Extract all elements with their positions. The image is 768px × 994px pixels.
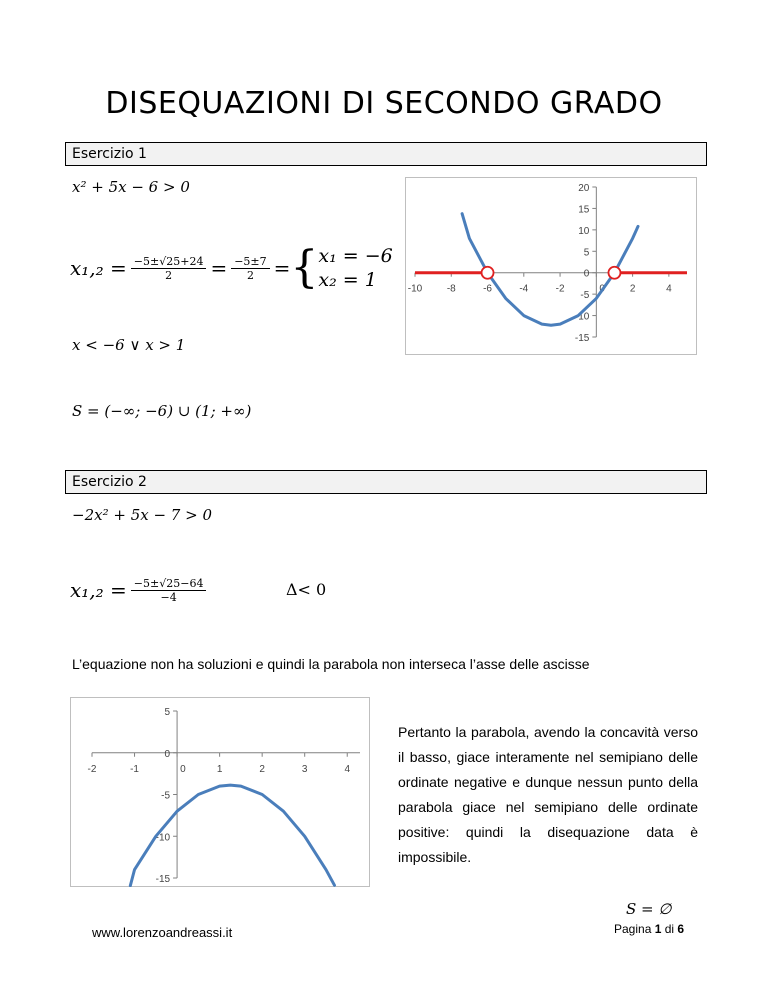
x-tick-label: 4: [666, 283, 672, 295]
roots-system: [318, 244, 392, 292]
exercise-2-solution-set: S = ∅: [626, 900, 672, 918]
fraction-denominator: −4: [160, 590, 177, 604]
chart-frame: [406, 178, 697, 355]
y-tick-label: 15: [578, 204, 590, 216]
y-tick-label: 5: [583, 247, 590, 259]
equals-sign: =: [210, 256, 228, 280]
exercise-1-solution-condition: x < −6 ∨ x > 1: [72, 336, 186, 354]
x-tick-label: 4: [344, 763, 351, 775]
footer-page-number: [614, 922, 684, 936]
roots-label: x₁,₂ =: [70, 256, 127, 280]
root-1: x₁ = −6: [318, 245, 393, 267]
delta-condition: Δ< 0: [286, 580, 327, 599]
x-tick-label: 0: [599, 283, 605, 295]
exercise-1-header: Esercizio 1: [65, 142, 707, 166]
x-tick-label: 3: [301, 763, 308, 775]
fraction-denominator: 2: [246, 268, 254, 282]
root-2: x₂ = 1: [318, 269, 377, 291]
y-tick-label: -5: [161, 790, 171, 802]
open-point: [482, 267, 494, 279]
x-tick-label: -2: [555, 283, 565, 295]
x-tick-label: -10: [407, 283, 423, 295]
x-tick-label: 1: [216, 763, 223, 775]
y-tick-label: -10: [574, 311, 590, 323]
x-tick-label: 2: [629, 283, 636, 295]
exercise-1-solution-set: S = (−∞; −6) ∪ (1; +∞): [72, 402, 252, 420]
x-tick-label: -6: [483, 283, 492, 295]
y-tick-label: 20: [578, 183, 590, 194]
footer-website: www.lorenzoandreassi.it: [92, 925, 233, 940]
x-tick-label: 2: [259, 763, 265, 775]
roots-label: x₁,₂ =: [70, 578, 127, 602]
exercise-2-inequality: −2x² + 5x − 7 > 0: [72, 506, 212, 524]
chart-exercise-2: [70, 697, 370, 887]
fraction-denominator: 2: [165, 268, 173, 282]
exercise-1-roots: [70, 238, 393, 298]
roots-fraction-2: [231, 255, 269, 282]
page-current: 1: [654, 922, 662, 936]
roots-fraction: [131, 577, 207, 604]
exercise-2-explanation: Pertanto la parabola, avendo la concavità verso il basso, giace interamente nel semipiano delle ordinate negative e dunque nessun punto della parabola giace nel semipiano delle ordinate positive: quindi la disequazione data è impossibile.: [398, 724, 698, 865]
system-brace: {: [290, 242, 319, 293]
y-tick-label: -15: [155, 874, 171, 885]
y-tick-label: -15: [574, 333, 590, 344]
page-title: DISEQUAZIONI DI SECONDO GRADO: [105, 86, 663, 121]
y-tick-label: 0: [164, 748, 171, 760]
x-tick-label: -1: [130, 763, 139, 775]
fraction-numerator: −5±7: [231, 255, 269, 269]
chart-exercise-1: [405, 177, 697, 355]
y-tick-label: -10: [155, 832, 171, 844]
open-point: [608, 267, 620, 279]
fraction-numerator: −5±√25−64: [131, 577, 207, 591]
x-tick-label: -8: [446, 283, 456, 295]
exercise-1-inequality: x² + 5x − 6 > 0: [72, 178, 190, 196]
y-tick-label: -5: [580, 290, 590, 302]
y-tick-label: 0: [583, 268, 590, 280]
page-prefix: Pagina: [614, 922, 655, 936]
exercise-2-note: L’equazione non ha soluzioni e quindi la parabola non interseca l’asse delle ascisse: [72, 656, 590, 672]
page-total: 6: [677, 922, 685, 936]
y-tick-label: 5: [164, 707, 171, 718]
y-tick-label: 10: [578, 225, 590, 237]
roots-fraction-1: [131, 255, 207, 282]
x-tick-label: -2: [87, 763, 97, 775]
exercise-2-header: Esercizio 2: [65, 470, 707, 494]
x-tick-label: 0: [180, 763, 186, 775]
page-separator: di: [661, 922, 678, 936]
equals-sign: =: [273, 256, 291, 280]
chart-frame: [71, 698, 370, 887]
exercise-2-roots: [70, 568, 210, 612]
fraction-numerator: −5±√25+24: [131, 255, 207, 269]
x-tick-label: -4: [519, 283, 529, 295]
